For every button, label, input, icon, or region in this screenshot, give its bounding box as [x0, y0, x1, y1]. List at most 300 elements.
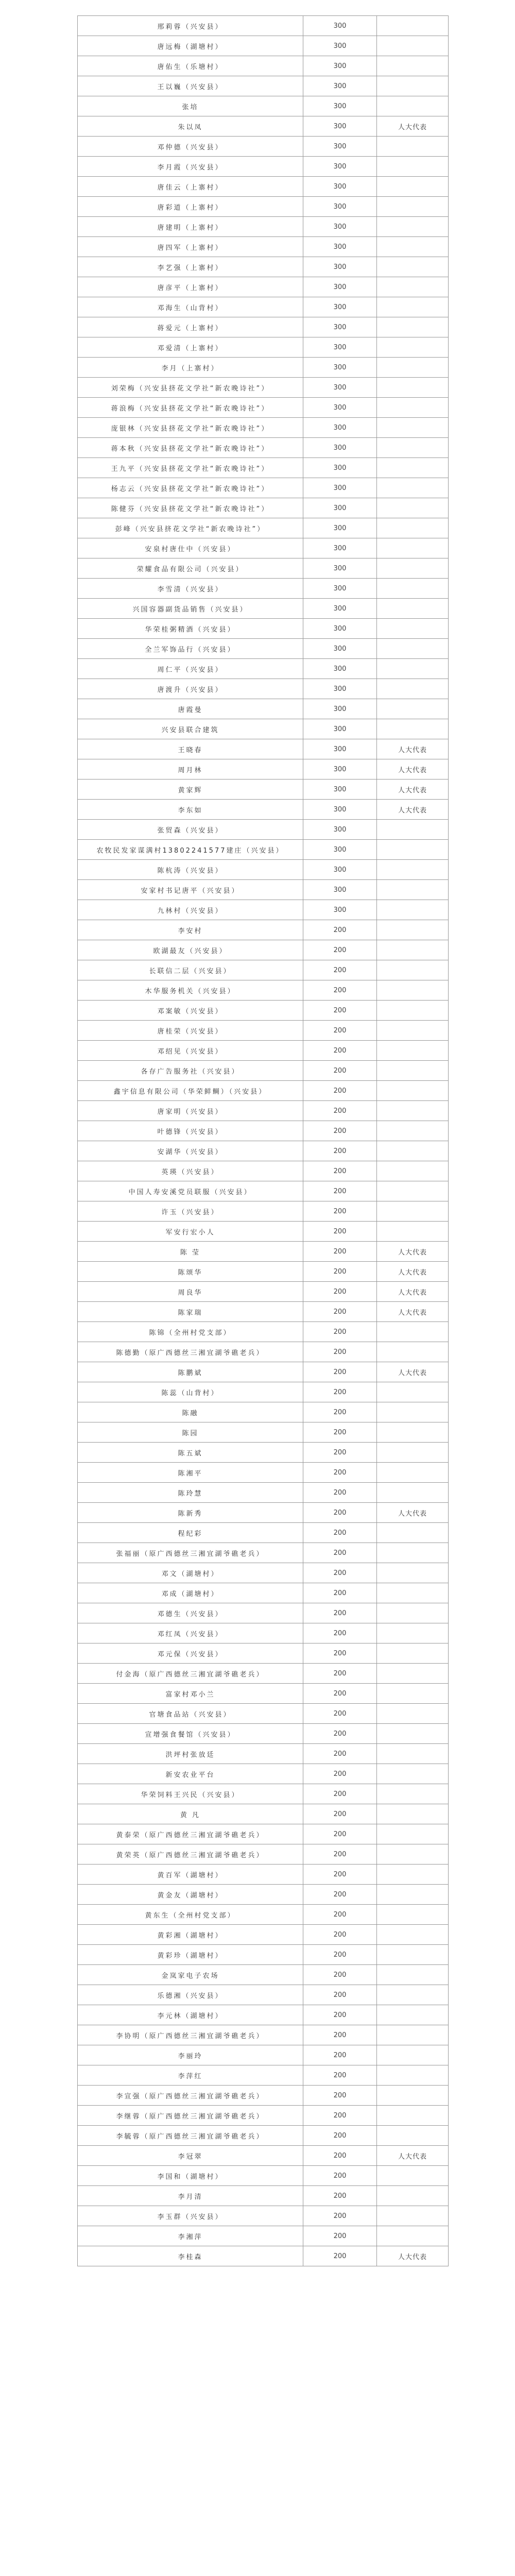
- donor-name-cell: 木华服务机关（兴安县）: [78, 980, 303, 1001]
- donor-name-cell: 程纪彩: [78, 1523, 303, 1543]
- remark-cell: [377, 96, 449, 116]
- remark-cell: [377, 2025, 449, 2045]
- donor-name-cell: 邓德生（兴安县）: [78, 1603, 303, 1623]
- remark-cell: [377, 76, 449, 96]
- amount-cell: 200: [303, 980, 377, 1001]
- donor-name-cell: 华荣饲料王兴民（兴安县）: [78, 1784, 303, 1804]
- donor-name-cell: 唐彦平（上寨村）: [78, 277, 303, 297]
- donation-row: [78, 1242, 449, 1262]
- donation-row: [78, 900, 449, 920]
- amount-cell: 300: [303, 719, 377, 739]
- donation-row: [78, 458, 449, 478]
- remark-cell: [377, 478, 449, 498]
- donation-row: [78, 800, 449, 820]
- amount-cell: 200: [303, 1945, 377, 1965]
- amount-cell: 200: [303, 2045, 377, 2065]
- remark-cell: [377, 36, 449, 56]
- donation-row: [78, 1664, 449, 1684]
- amount-cell: 300: [303, 56, 377, 76]
- remark-cell: [377, 418, 449, 438]
- remark-cell: [377, 1181, 449, 1201]
- remark-cell: [377, 659, 449, 679]
- remark-cell: 人大代表: [377, 1362, 449, 1382]
- amount-cell: 200: [303, 1563, 377, 1583]
- remark-cell: [377, 56, 449, 76]
- amount-cell: 200: [303, 1282, 377, 1302]
- donation-row: [78, 2226, 449, 2246]
- amount-cell: 200: [303, 1704, 377, 1724]
- donation-row: [78, 2005, 449, 2025]
- amount-cell: 300: [303, 820, 377, 840]
- amount-cell: 300: [303, 498, 377, 518]
- amount-cell: 300: [303, 36, 377, 56]
- amount-cell: 200: [303, 1322, 377, 1342]
- donation-rows: [78, 16, 449, 2266]
- amount-cell: 300: [303, 538, 377, 558]
- amount-cell: 200: [303, 2146, 377, 2166]
- donor-name-cell: 李元林（湖塘村）: [78, 2005, 303, 2025]
- remark-cell: [377, 197, 449, 217]
- donor-name-cell: 庞银林（兴安县挤花文学社“新农晚诗社”）: [78, 418, 303, 438]
- donation-row: [78, 2206, 449, 2226]
- amount-cell: 200: [303, 1583, 377, 1603]
- remark-cell: [377, 137, 449, 157]
- donation-row: [78, 1563, 449, 1583]
- amount-cell: 300: [303, 739, 377, 759]
- amount-cell: 300: [303, 317, 377, 337]
- amount-cell: 200: [303, 1041, 377, 1061]
- donation-row: [78, 1804, 449, 1824]
- donor-name-cell: 周月林: [78, 759, 303, 779]
- amount-cell: 300: [303, 438, 377, 458]
- remark-cell: [377, 2106, 449, 2126]
- donation-row: [78, 1945, 449, 1965]
- donor-name-cell: 彭峰（兴安县挤花文学社“新农晚诗社”）: [78, 518, 303, 538]
- donor-name-cell: 长联信二层（兴安县）: [78, 960, 303, 980]
- donor-name-cell: 陈玲慧: [78, 1483, 303, 1503]
- donation-row: [78, 96, 449, 116]
- donor-name-cell: 农牧民发家谋满村13802241577建庄（兴安县）: [78, 840, 303, 860]
- remark-cell: [377, 1422, 449, 1443]
- remark-cell: [377, 1623, 449, 1643]
- donor-name-cell: 唐渡升（兴安县）: [78, 679, 303, 699]
- amount-cell: 200: [303, 2005, 377, 2025]
- donation-row: [78, 599, 449, 619]
- donation-row: [78, 1543, 449, 1563]
- amount-cell: 300: [303, 679, 377, 699]
- remark-cell: [377, 217, 449, 237]
- amount-cell: 200: [303, 1804, 377, 1824]
- donation-row: [78, 1985, 449, 2005]
- donor-name-cell: 邓案敏（兴安县）: [78, 1001, 303, 1021]
- donor-name-cell: 陈家瑞: [78, 1302, 303, 1322]
- remark-cell: 人大代表: [377, 1503, 449, 1523]
- amount-cell: 200: [303, 2226, 377, 2246]
- remark-cell: [377, 358, 449, 378]
- donation-row: [78, 538, 449, 558]
- donor-name-cell: 黄彩珍（湖塘村）: [78, 1945, 303, 1965]
- amount-cell: 200: [303, 1523, 377, 1543]
- donor-name-cell: 李毓蓉（原广西德丝三湘宜湖爷礁老兵）: [78, 2126, 303, 2146]
- donation-row: [78, 137, 449, 157]
- amount-cell: 200: [303, 2246, 377, 2266]
- donor-name-cell: 黄彩湘（湖塘村）: [78, 1925, 303, 1945]
- remark-cell: [377, 679, 449, 699]
- amount-cell: 200: [303, 1181, 377, 1201]
- donation-row: [78, 1181, 449, 1201]
- remark-cell: [377, 920, 449, 940]
- remark-cell: [377, 840, 449, 860]
- remark-cell: 人大代表: [377, 739, 449, 759]
- donor-name-cell: 陈鹏斌: [78, 1362, 303, 1382]
- donation-row: [78, 1201, 449, 1222]
- remark-cell: [377, 1161, 449, 1181]
- donation-row: [78, 1021, 449, 1041]
- amount-cell: 300: [303, 579, 377, 599]
- donation-row: [78, 1443, 449, 1463]
- donation-row: [78, 36, 449, 56]
- remark-cell: [377, 558, 449, 579]
- donation-row: [78, 2106, 449, 2126]
- remark-cell: 人大代表: [377, 2146, 449, 2166]
- donation-row: [78, 16, 449, 36]
- remark-cell: [377, 1041, 449, 1061]
- remark-cell: [377, 960, 449, 980]
- donor-name-cell: 蒋浪梅（兴安县挤花文学社“新农晚诗社”）: [78, 398, 303, 418]
- donor-name-cell: 黄 凡: [78, 1804, 303, 1824]
- donor-name-cell: 中国人寿安溪党员联服（兴安县）: [78, 1181, 303, 1201]
- donor-name-cell: 兴安县联合建筑: [78, 719, 303, 739]
- remark-cell: [377, 900, 449, 920]
- donor-name-cell: 邓元保（兴安县）: [78, 1643, 303, 1664]
- donation-row: [78, 1965, 449, 1985]
- remark-cell: 人大代表: [377, 800, 449, 820]
- donor-name-cell: 邓成（湖塘村）: [78, 1583, 303, 1603]
- donation-row: [78, 860, 449, 880]
- donor-name-cell: 安湖华（兴安县）: [78, 1141, 303, 1161]
- donation-row: [78, 358, 449, 378]
- donor-name-cell: 洪坪村张放廷: [78, 1744, 303, 1764]
- donor-name-cell: 华荣桂粥精酒（兴安县）: [78, 619, 303, 639]
- donor-name-cell: 各存广告服务社（兴安县）: [78, 1061, 303, 1081]
- donation-row: [78, 157, 449, 177]
- remark-cell: [377, 1824, 449, 1844]
- donor-name-cell: 唐彩道（上寨村）: [78, 197, 303, 217]
- remark-cell: [377, 177, 449, 197]
- amount-cell: 300: [303, 378, 377, 398]
- donation-row: [78, 317, 449, 337]
- amount-cell: 300: [303, 518, 377, 538]
- remark-cell: [377, 1684, 449, 1704]
- remark-cell: [377, 2126, 449, 2146]
- donor-name-cell: 陈湘平: [78, 1463, 303, 1483]
- donation-row: [78, 1001, 449, 1021]
- donor-name-cell: 张福丽（原广西德丝三湘宜湖爷礁老兵）: [78, 1543, 303, 1563]
- donation-row: [78, 980, 449, 1001]
- donation-row: [78, 1402, 449, 1422]
- donor-name-cell: 黄金友（湖塘村）: [78, 1885, 303, 1905]
- donation-row: [78, 659, 449, 679]
- remark-cell: [377, 518, 449, 538]
- remark-cell: [377, 599, 449, 619]
- remark-cell: [377, 639, 449, 659]
- remark-cell: [377, 1222, 449, 1242]
- remark-cell: [377, 2226, 449, 2246]
- donation-row: [78, 960, 449, 980]
- donation-row: [78, 478, 449, 498]
- amount-cell: 200: [303, 1905, 377, 1925]
- donation-row: [78, 739, 449, 759]
- donation-row: [78, 1684, 449, 1704]
- donor-name-cell: 李艺强（上寨村）: [78, 257, 303, 277]
- donation-row: [78, 1041, 449, 1061]
- donation-row: [78, 2025, 449, 2045]
- donation-row: [78, 679, 449, 699]
- amount-cell: 200: [303, 1483, 377, 1503]
- donor-name-cell: 陈 莹: [78, 1242, 303, 1262]
- donation-row: [78, 579, 449, 599]
- amount-cell: 200: [303, 1081, 377, 1101]
- amount-cell: 300: [303, 880, 377, 900]
- remark-cell: 人大代表: [377, 1282, 449, 1302]
- amount-cell: 200: [303, 2206, 377, 2226]
- remark-cell: [377, 1543, 449, 1563]
- donor-name-cell: 唐佑生（乐塘村）: [78, 56, 303, 76]
- remark-cell: [377, 1001, 449, 1021]
- remark-cell: [377, 1965, 449, 1985]
- remark-cell: [377, 2005, 449, 2025]
- remark-cell: [377, 1664, 449, 1684]
- remark-cell: [377, 1061, 449, 1081]
- donor-name-cell: 李国和（湖塘村）: [78, 2166, 303, 2186]
- donation-row: [78, 1101, 449, 1121]
- donor-name-cell: 李玉群（兴安县）: [78, 2206, 303, 2226]
- donor-name-cell: 唐远梅（湖塘村）: [78, 36, 303, 56]
- remark-cell: [377, 1101, 449, 1121]
- donor-name-cell: 朱以凤: [78, 116, 303, 137]
- donor-name-cell: 陈杭涛（兴安县）: [78, 860, 303, 880]
- amount-cell: 200: [303, 1664, 377, 1684]
- remark-cell: [377, 1201, 449, 1222]
- amount-cell: 300: [303, 137, 377, 157]
- donation-row: [78, 337, 449, 358]
- remark-cell: [377, 1804, 449, 1824]
- donation-row: [78, 2045, 449, 2065]
- donor-name-cell: 蒋爱元（上寨村）: [78, 317, 303, 337]
- donor-name-cell: 九林村（兴安县）: [78, 900, 303, 920]
- amount-cell: 300: [303, 699, 377, 719]
- donation-row: [78, 1121, 449, 1141]
- remark-cell: [377, 2186, 449, 2206]
- amount-cell: 200: [303, 1242, 377, 1262]
- amount-cell: 200: [303, 1925, 377, 1945]
- amount-cell: 300: [303, 840, 377, 860]
- amount-cell: 300: [303, 177, 377, 197]
- amount-cell: 300: [303, 76, 377, 96]
- amount-cell: 300: [303, 16, 377, 36]
- remark-cell: [377, 1463, 449, 1483]
- donor-name-cell: 陈新秀: [78, 1503, 303, 1523]
- amount-cell: 200: [303, 1061, 377, 1081]
- donation-row: [78, 2146, 449, 2166]
- amount-cell: 300: [303, 337, 377, 358]
- donor-name-cell: 周仁平（兴安县）: [78, 659, 303, 679]
- donor-name-cell: 唐家明（兴安县）: [78, 1101, 303, 1121]
- donor-name-cell: 王以巍（兴安县）: [78, 76, 303, 96]
- donor-name-cell: 陈颂华: [78, 1262, 303, 1282]
- donor-name-cell: 邢莉蓉（兴安县）: [78, 16, 303, 36]
- remark-cell: [377, 1844, 449, 1865]
- donation-row: [78, 759, 449, 779]
- donation-row: [78, 940, 449, 960]
- amount-cell: 200: [303, 1764, 377, 1784]
- remark-cell: [377, 1483, 449, 1503]
- remark-cell: [377, 1885, 449, 1905]
- donor-name-cell: 安泉村唐仕中（兴安县）: [78, 538, 303, 558]
- remark-cell: 人大代表: [377, 1302, 449, 1322]
- donation-row: [78, 880, 449, 900]
- remark-cell: [377, 980, 449, 1001]
- amount-cell: 300: [303, 779, 377, 800]
- remark-cell: [377, 880, 449, 900]
- donor-name-cell: 黄家辉: [78, 779, 303, 800]
- donation-row: [78, 1302, 449, 1322]
- donation-row: [78, 1905, 449, 1925]
- donation-row: [78, 1262, 449, 1282]
- donation-row: [78, 1322, 449, 1342]
- donation-row: [78, 1422, 449, 1443]
- remark-cell: [377, 1342, 449, 1362]
- amount-cell: 200: [303, 1402, 377, 1422]
- donation-row: [78, 1081, 449, 1101]
- donation-row: [78, 1844, 449, 1865]
- amount-cell: 200: [303, 1362, 377, 1382]
- amount-cell: 300: [303, 157, 377, 177]
- donor-name-cell: 黄东生（全州村党支部）: [78, 1905, 303, 1925]
- donor-name-cell: 陈融: [78, 1402, 303, 1422]
- remark-cell: [377, 1382, 449, 1402]
- amount-cell: 200: [303, 1001, 377, 1021]
- amount-cell: 300: [303, 237, 377, 257]
- amount-cell: 200: [303, 1161, 377, 1181]
- donor-name-cell: 李东如: [78, 800, 303, 820]
- donation-row: [78, 438, 449, 458]
- remark-cell: [377, 1322, 449, 1342]
- amount-cell: 200: [303, 1865, 377, 1885]
- donor-name-cell: 李冠翠: [78, 2146, 303, 2166]
- amount-cell: 300: [303, 217, 377, 237]
- donor-name-cell: 周良华: [78, 1282, 303, 1302]
- donor-name-cell: 黄百军（湖塘村）: [78, 1865, 303, 1885]
- remark-cell: [377, 1583, 449, 1603]
- donation-row: [78, 1784, 449, 1804]
- remark-cell: [377, 398, 449, 418]
- remark-cell: [377, 297, 449, 317]
- remark-cell: [377, 1744, 449, 1764]
- donor-name-cell: 军安行宏小人: [78, 1222, 303, 1242]
- donor-name-cell: 邓海生（山背村）: [78, 297, 303, 317]
- donor-name-cell: 李继蓉（原广西德丝三湘宜湖爷礁老兵）: [78, 2106, 303, 2126]
- remark-cell: 人大代表: [377, 759, 449, 779]
- remark-cell: [377, 860, 449, 880]
- amount-cell: 200: [303, 1201, 377, 1222]
- remark-cell: [377, 1764, 449, 1784]
- donation-row: [78, 378, 449, 398]
- remark-cell: [377, 940, 449, 960]
- donor-name-cell: 李月（上寨村）: [78, 358, 303, 378]
- amount-cell: 200: [303, 2106, 377, 2126]
- donation-row: [78, 76, 449, 96]
- remark-cell: [377, 458, 449, 478]
- donation-row: [78, 1463, 449, 1483]
- donor-name-cell: 唐佳云（上寨村）: [78, 177, 303, 197]
- amount-cell: 200: [303, 2126, 377, 2146]
- donor-name-cell: 蒋本秋（兴安县挤花文学社“新农晚诗社”）: [78, 438, 303, 458]
- amount-cell: 200: [303, 920, 377, 940]
- donation-row: [78, 1603, 449, 1623]
- amount-cell: 300: [303, 659, 377, 679]
- donor-name-cell: 许玉（兴安县）: [78, 1201, 303, 1222]
- donor-name-cell: 英瑛（兴安县）: [78, 1161, 303, 1181]
- donation-row: [78, 177, 449, 197]
- amount-cell: 200: [303, 1262, 377, 1282]
- remark-cell: [377, 1121, 449, 1141]
- amount-cell: 200: [303, 1643, 377, 1664]
- amount-cell: 200: [303, 1443, 377, 1463]
- donor-name-cell: 叶德锋（兴安县）: [78, 1121, 303, 1141]
- donation-row: [78, 820, 449, 840]
- donation-row: [78, 498, 449, 518]
- remark-cell: [377, 277, 449, 297]
- amount-cell: 200: [303, 1222, 377, 1242]
- donation-row: [78, 2186, 449, 2206]
- donation-row: [78, 1523, 449, 1543]
- amount-cell: 200: [303, 1101, 377, 1121]
- amount-cell: 200: [303, 960, 377, 980]
- amount-cell: 300: [303, 558, 377, 579]
- amount-cell: 200: [303, 1744, 377, 1764]
- donation-row: [78, 56, 449, 76]
- donation-row: [78, 619, 449, 639]
- donation-row: [78, 1744, 449, 1764]
- donor-name-cell: 宣增强食餐馆（兴安县）: [78, 1724, 303, 1744]
- remark-cell: [377, 579, 449, 599]
- donation-row: [78, 1583, 449, 1603]
- donor-name-cell: 刘荣梅（兴安县挤花文学社“新农晚诗社”）: [78, 378, 303, 398]
- donation-row: [78, 217, 449, 237]
- donation-row: [78, 719, 449, 739]
- remark-cell: [377, 157, 449, 177]
- remark-cell: [377, 317, 449, 337]
- donor-name-cell: 邓文（湖塘村）: [78, 1563, 303, 1583]
- donation-row: [78, 639, 449, 659]
- donor-name-cell: 王晓春: [78, 739, 303, 759]
- remark-cell: 人大代表: [377, 116, 449, 137]
- donation-row: [78, 1141, 449, 1161]
- donation-row: [78, 1483, 449, 1503]
- donor-name-cell: 兴国容器副货品销售（兴安县）: [78, 599, 303, 619]
- donor-name-cell: 欧湖最友（兴安县）: [78, 940, 303, 960]
- amount-cell: 200: [303, 1141, 377, 1161]
- donation-row: [78, 2086, 449, 2106]
- remark-cell: [377, 257, 449, 277]
- donor-name-cell: 唐建明（上寨村）: [78, 217, 303, 237]
- remark-cell: [377, 1141, 449, 1161]
- amount-cell: 300: [303, 418, 377, 438]
- donor-name-cell: 陈蕊（山背村）: [78, 1382, 303, 1402]
- donor-name-cell: 李桂森: [78, 2246, 303, 2266]
- remark-cell: [377, 1081, 449, 1101]
